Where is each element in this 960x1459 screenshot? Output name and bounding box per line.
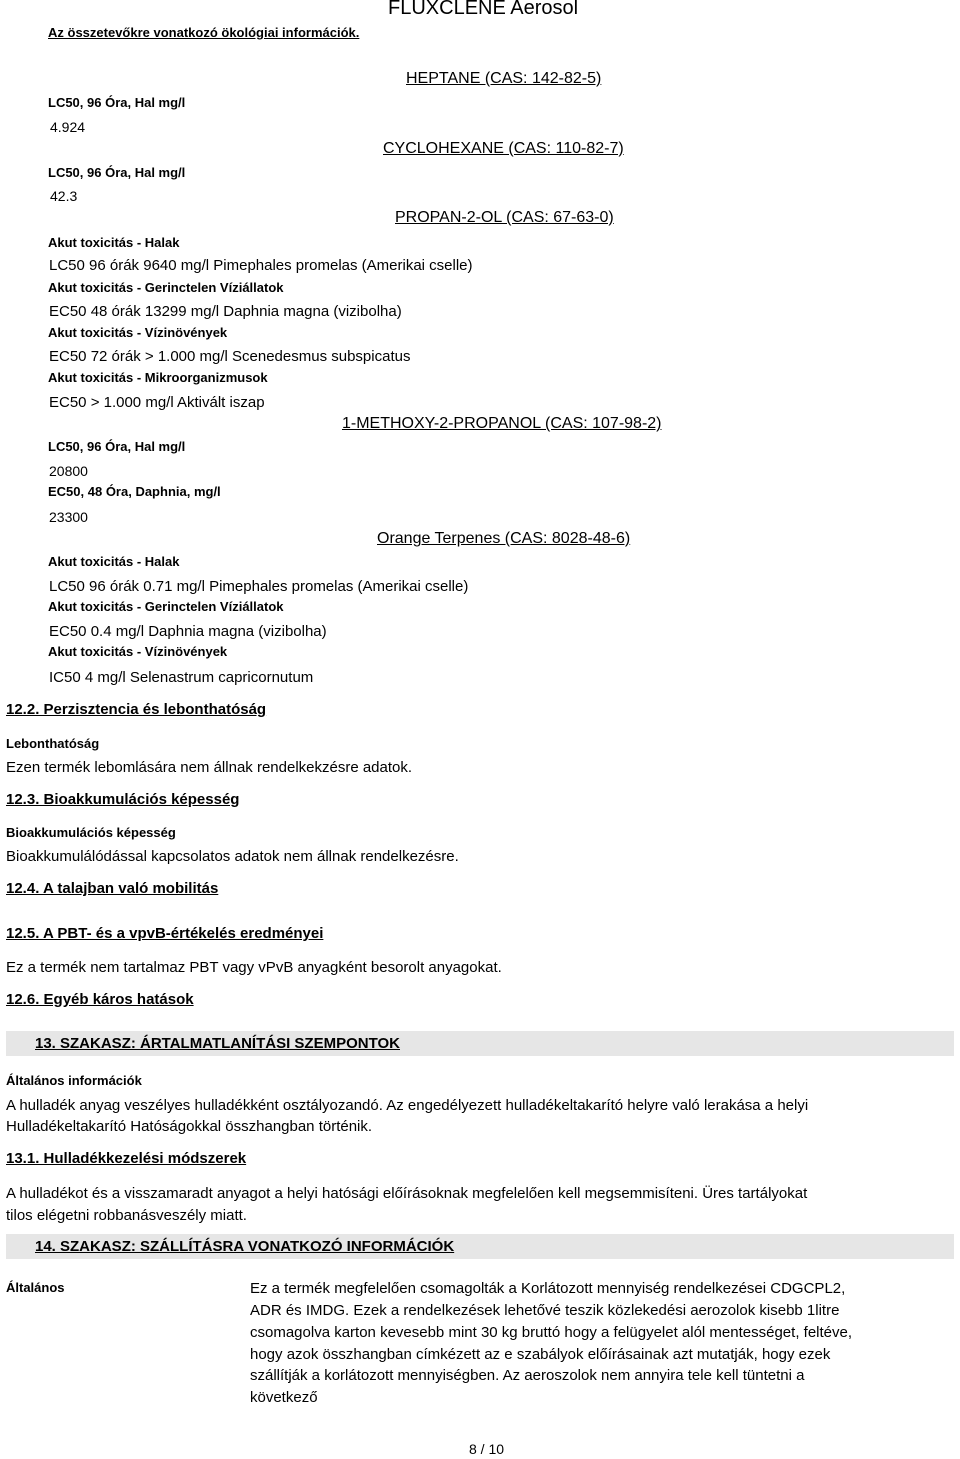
orange-plant-value: IC50 4 mg/l Selenastrum capricornutum	[49, 669, 314, 686]
propanol-fish-heading: Akut toxicitás - Halak	[48, 235, 180, 250]
methoxy-lc50-label: LC50, 96 Óra, Hal mg/l	[48, 439, 186, 454]
general-info-heading: Általános információk	[6, 1073, 142, 1088]
bioaccumulation-heading: Bioakkumulációs képesség	[6, 825, 176, 840]
section-12-6-title: 12.6. Egyéb káros hatások	[6, 991, 194, 1008]
section-12-4-title: 12.4. A talajban való mobilitás	[6, 880, 219, 897]
methoxy-ec50-value: 23300	[49, 509, 88, 525]
cyclohexane-lc50-label: LC50, 96 Óra, Hal mg/l	[48, 165, 186, 180]
orange-terpenes-heading: Orange Terpenes (CAS: 8028-48-6)	[377, 530, 631, 547]
section-13-title: 13. SZAKASZ: ÁRTALMATLANÍTÁSI SZEMPONTOK	[35, 1035, 400, 1052]
propanol-invertebrate-value: EC50 48 órák 13299 mg/l Daphnia magna (vizibolha)	[49, 303, 402, 320]
biodegradability-heading: Lebonthatóság	[6, 736, 100, 751]
heptane-lc50-label: LC50, 96 Óra, Hal mg/l	[48, 95, 186, 110]
orange-fish-value: LC50 96 órák 0.71 mg/l Pimephales promelas (Amerikai cselle)	[49, 578, 469, 595]
section-14-title: 14. SZAKASZ: SZÁLLÍTÁSRA VONATKOZÓ INFORMÁCIÓK	[35, 1238, 455, 1255]
propanol-fish-value: LC50 96 órák 9640 mg/l Pimephales promelas (Amerikai cselle)	[49, 257, 473, 274]
methoxy-heading: 1-METHOXY-2-PROPANOL (CAS: 107-98-2)	[342, 415, 662, 432]
orange-invertebrate-value: EC50 0.4 mg/l Daphnia magna (vizibolha)	[49, 623, 327, 640]
propanol-heading: PROPAN-2-OL (CAS: 67-63-0)	[395, 209, 614, 226]
propanol-plant-heading: Akut toxicitás - Vízinövények	[48, 325, 228, 340]
disposal-text-line-1: A hulladékot és a visszamaradt anyagot a helyi hatósági előírásoknak megfelelően kell megsemmisíteni. Üres tartályokat	[6, 1185, 808, 1202]
propanol-invertebrate-heading: Akut toxicitás - Gerinctelen Víziállatok	[48, 280, 284, 295]
waste-text-line-2: Hulladékeltakarító Hatóságokkal összhangban történik.	[6, 1118, 373, 1135]
section-12-5-title: 12.5. A PBT- és a vpvB-értékelés eredményei	[6, 925, 324, 942]
methoxy-ec50-label: EC50, 48 Óra, Daphnia, mg/l	[48, 484, 221, 499]
biodegradability-text: Ezen termék lebomlására nem állnak rendelkekzésre adatok.	[6, 759, 413, 776]
transport-text-line-1: Ez a termék megfelelően csomagolták a Korlátozott mennyiség rendelkezései CDGCPL2,	[250, 1280, 846, 1297]
product-title: FLUXCLENE Aerosol	[388, 0, 579, 19]
heptane-heading: HEPTANE (CAS: 142-82-5)	[406, 70, 602, 87]
waste-text-line-1: A hulladék anyag veszélyes hulladékként osztályozandó. Az engedélyezett hulladékeltakarító helyre való lerakása a helyi	[6, 1097, 809, 1114]
heptane-lc50-value: 4.924	[50, 119, 86, 135]
orange-plant-heading: Akut toxicitás - Vízinövények	[48, 644, 228, 659]
transport-text-line-5: szállítják a korlátozott mennyiségben. Az aeroszolok nem annyira tele kell tüntetni a	[250, 1367, 805, 1384]
transport-text-line-2: ADR és IMDG. Ezek a rendelkezések lehetővé teszik közlekedési aerozolok kisebb 1litre	[250, 1302, 840, 1319]
transport-general-heading: Általános	[6, 1280, 65, 1295]
bioaccumulation-text: Bioakkumulálódással kapcsolatos adatok nem állnak rendelkezésre.	[6, 848, 459, 865]
orange-invertebrate-heading: Akut toxicitás - Gerinctelen Víziállatok	[48, 599, 284, 614]
disposal-text-line-2: tilos elégetni robbanásveszély miatt.	[6, 1207, 247, 1224]
propanol-plant-value: EC50 72 órák > 1.000 mg/l Scenedesmus subspicatus	[49, 348, 411, 365]
transport-text-line-4: hogy azok összhangban címkézett az e szabályok előírásainak azt mutatják, hogy ezek	[250, 1346, 831, 1363]
cyclohexane-lc50-value: 42.3	[50, 188, 78, 204]
pbt-text: Ez a termék nem tartalmaz PBT vagy vPvB anyagként besorolt anyagokat.	[6, 959, 502, 976]
methoxy-lc50-value: 20800	[49, 463, 88, 479]
eco-info-link[interactable]: Az összetevőkre vonatkozó ökológiai információk.	[48, 25, 360, 40]
propanol-micro-heading: Akut toxicitás - Mikroorganizmusok	[48, 370, 268, 385]
page-number: 8 / 10	[469, 1441, 505, 1457]
section-12-2-title: 12.2. Perzisztencia és lebonthatóság	[6, 701, 267, 718]
transport-text-line-3: csomagolva karton kevesebb mint 30 kg bruttó hogy a felügyelet alól mentességet, feltéve,	[250, 1324, 853, 1341]
section-13-1-title: 13.1. Hulladékkezelési módszerek	[6, 1150, 247, 1167]
cyclohexane-heading: CYCLOHEXANE (CAS: 110-82-7)	[383, 140, 624, 157]
orange-fish-heading: Akut toxicitás - Halak	[48, 554, 180, 569]
transport-text-line-6: következő	[250, 1389, 318, 1406]
section-12-3-title: 12.3. Bioakkumulációs képesség	[6, 791, 240, 808]
propanol-micro-value: EC50 > 1.000 mg/l Aktivált iszap	[49, 394, 265, 411]
